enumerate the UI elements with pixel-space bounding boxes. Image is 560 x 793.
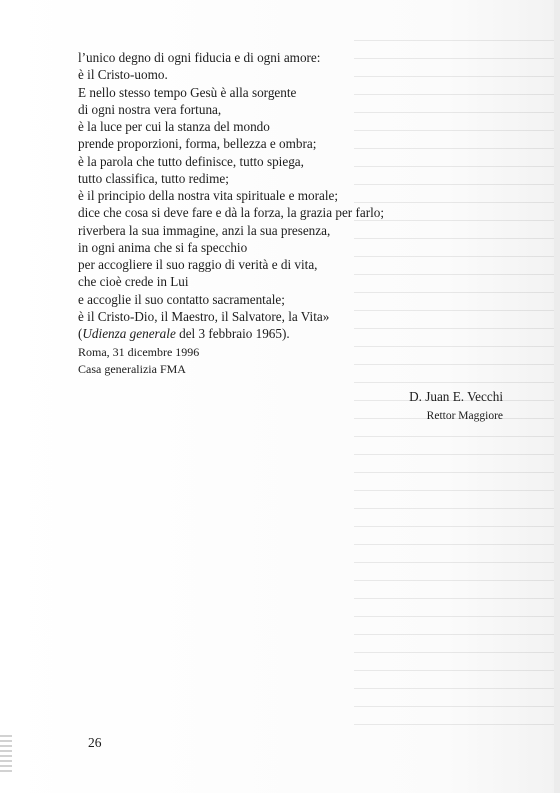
passage-line: è il Cristo-Dio, il Maestro, il Salvatore, la Vita»	[78, 308, 330, 324]
passage-line: per accogliere il suo raggio di verità e di vita,	[78, 257, 318, 272]
location-line: Casa generalizia FMA	[78, 362, 186, 376]
passage-line: riverbera la sua immagine, anzi la sua presenza,	[78, 222, 331, 238]
place-date-line: Roma, 31 dicembre 1996	[78, 345, 200, 359]
signatory-name: D. Juan E. Vecchi	[409, 389, 503, 404]
page-number: 26	[88, 735, 102, 750]
citation-open: (	[78, 326, 83, 341]
page-edge	[554, 0, 560, 793]
binding-marks	[0, 735, 12, 775]
passage-line: è il principio della nostra vita spirituale e morale;	[78, 188, 339, 203]
passage-line: in ogni anima che si fa specchio	[78, 239, 248, 255]
passage-line: e accoglie il suo contatto sacramentale;	[78, 291, 285, 307]
citation	[78, 325, 518, 342]
place-and-date	[78, 344, 199, 378]
passage-line: E nello stesso tempo Gesù è alla sorgente	[78, 84, 297, 100]
passage-line: tutto classifica, tutto redime;	[78, 170, 229, 186]
passage-line: dice che cosa si deve fare e dà la forza, la grazia per farlo;	[78, 205, 385, 221]
passage-line: è il Cristo-uomo.	[78, 67, 168, 83]
citation-source: Udienza generale	[82, 326, 176, 341]
quoted-passage	[78, 49, 518, 342]
passage-line: è la parola che tutto definisce, tutto spiega,	[78, 153, 304, 169]
signature-block	[409, 388, 503, 424]
passage-line: l’unico degno di ogni fiducia e di ogni amore:	[78, 50, 321, 65]
passage-line: è la luce per cui la stanza del mondo	[78, 119, 270, 134]
passage-line: che cioè crede in Lui	[78, 274, 189, 290]
citation-rest: del 3 febbraio 1965).	[175, 326, 290, 341]
passage-line: di ogni nostra vera fortuna,	[78, 101, 222, 117]
passage-line: prende proporzioni, forma, bellezza e ombra;	[78, 136, 317, 152]
signatory-role: Rettor Maggiore	[426, 410, 503, 422]
